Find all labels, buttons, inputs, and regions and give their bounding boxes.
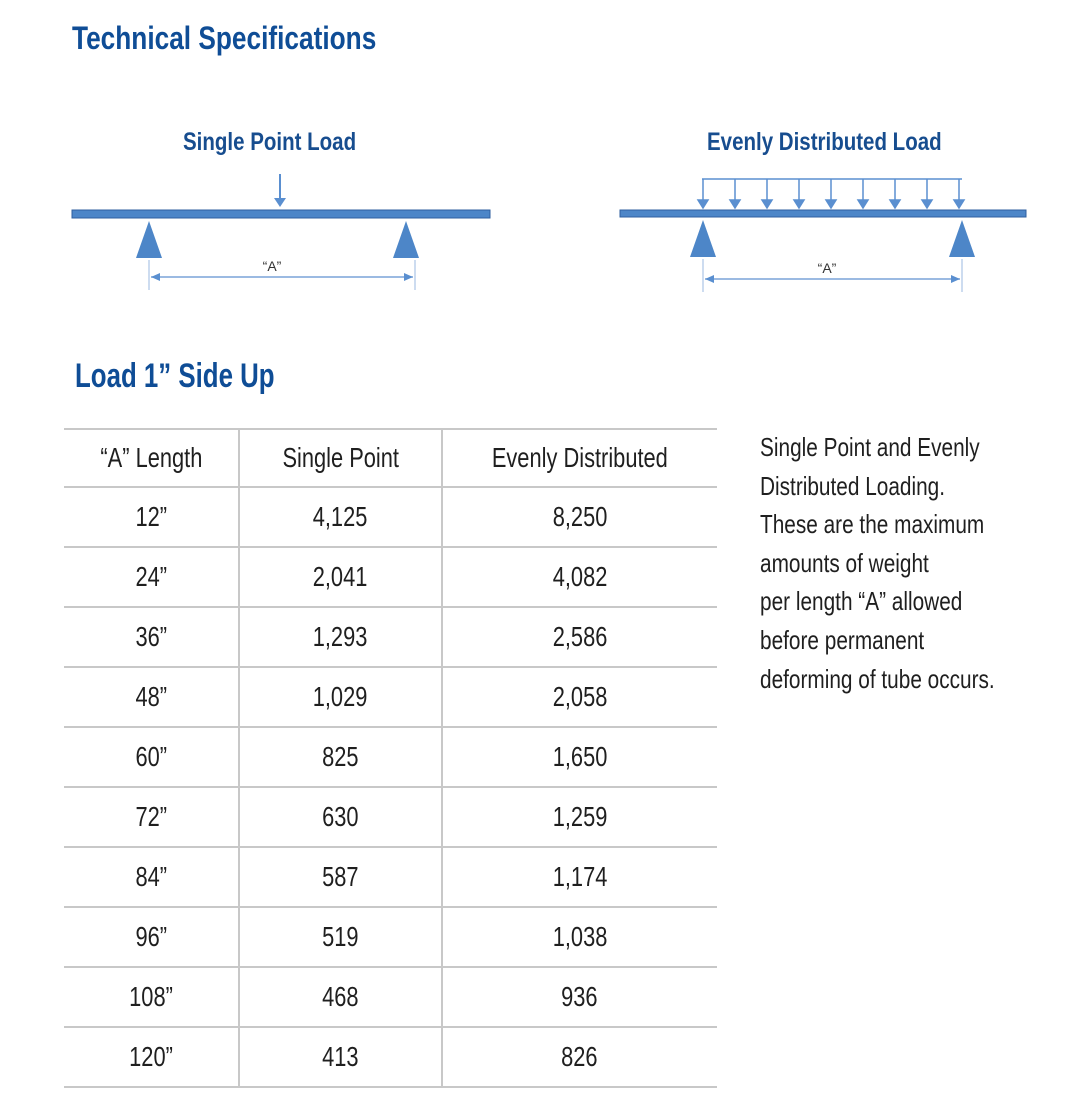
single-point-load-diagram <box>60 160 500 310</box>
note-line: These are the maximum <box>760 509 985 540</box>
table-row <box>64 727 717 787</box>
right-support <box>949 220 975 257</box>
table-row <box>64 667 717 727</box>
page-title: Technical Specifications <box>72 20 377 56</box>
length-cell: 96” <box>135 921 167 952</box>
load-table <box>64 428 717 1088</box>
table-row <box>64 487 717 547</box>
single-point-cell: 4,125 <box>313 501 368 532</box>
evenly-distributed-cell: 1,174 <box>552 861 608 892</box>
loading-note <box>760 428 1024 698</box>
single-point-cell: 468 <box>322 981 359 1012</box>
single-point-cell: 2,041 <box>313 561 368 592</box>
dimension-label: “A” <box>817 260 837 276</box>
note-line: Distributed Loading. <box>760 470 946 501</box>
column-header-length: “A” Length <box>64 429 239 487</box>
table-row <box>64 847 717 907</box>
single-point-load-title: Single Point Load <box>183 128 357 156</box>
evenly-distributed-cell: 1,259 <box>552 801 608 832</box>
table-row <box>64 1027 717 1087</box>
table-row <box>64 967 717 1027</box>
single-point-cell: 1,293 <box>313 621 368 652</box>
note-line: per length “A” allowed <box>760 586 963 617</box>
note-line: before permanent <box>760 624 925 655</box>
length-cell: 36” <box>135 621 167 652</box>
table-row <box>64 787 717 847</box>
distributed-load-diagram <box>612 160 1032 310</box>
distributed-load-title: Evenly Distributed Load <box>707 128 942 156</box>
evenly-distributed-cell: 936 <box>561 981 599 1012</box>
evenly-distributed-cell: 1,650 <box>552 741 608 772</box>
table-header-row <box>64 429 717 487</box>
single-point-cell: 630 <box>322 801 359 832</box>
single-point-cell: 1,029 <box>313 681 368 712</box>
dimension-label: “A” <box>262 258 282 274</box>
left-support <box>690 220 716 257</box>
length-cell: 120” <box>129 1041 174 1072</box>
evenly-distributed-cell: 826 <box>561 1041 599 1072</box>
evenly-distributed-cell: 2,058 <box>552 681 608 712</box>
single-point-cell: 519 <box>322 921 359 952</box>
length-cell: 12” <box>135 501 167 532</box>
length-cell: 48” <box>135 681 167 712</box>
note-line: deforming of tube occurs. <box>760 663 995 694</box>
left-support <box>136 221 162 258</box>
length-cell: 84” <box>135 861 167 892</box>
note-line: Single Point and Evenly <box>760 432 980 462</box>
section-title: Load 1” Side Up <box>75 357 275 395</box>
point-load-arrowhead <box>274 198 286 207</box>
table-row <box>64 907 717 967</box>
column-header-evenly-distributed: Evenly Distributed <box>442 429 717 487</box>
length-cell: 24” <box>135 561 167 592</box>
length-cell: 60” <box>135 741 167 772</box>
single-point-cell: 587 <box>322 861 359 892</box>
evenly-distributed-cell: 4,082 <box>552 561 608 592</box>
single-point-cell: 413 <box>322 1041 359 1072</box>
beam <box>72 210 490 218</box>
single-point-cell: 825 <box>322 741 359 772</box>
distributed-load-arrows <box>698 179 964 208</box>
table-row <box>64 607 717 667</box>
evenly-distributed-cell: 1,038 <box>552 921 608 952</box>
length-cell: 72” <box>135 801 167 832</box>
right-support <box>393 221 419 258</box>
note-line: amounts of weight <box>760 547 929 578</box>
length-cell: 108” <box>129 981 174 1012</box>
column-header-single-point: Single Point <box>239 429 441 487</box>
evenly-distributed-cell: 2,586 <box>552 621 608 652</box>
evenly-distributed-cell: 8,250 <box>552 501 608 532</box>
beam <box>620 210 1026 217</box>
table-row <box>64 547 717 607</box>
